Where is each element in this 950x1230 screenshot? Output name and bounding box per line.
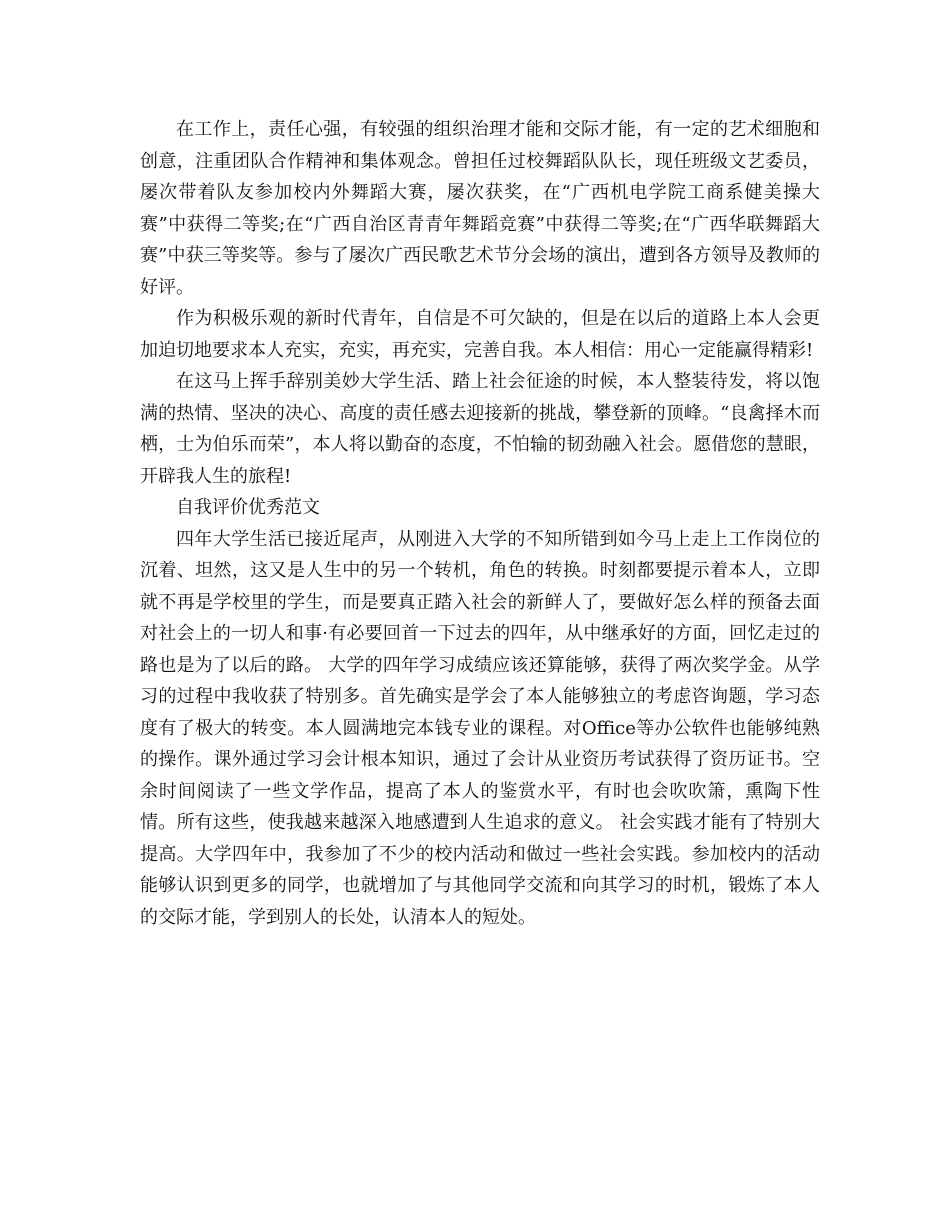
paragraph-work: 在工作上，责任心强，有较强的组织治理才能和交际才能，有一定的艺术细胞和创意，注重团队合作精神和集体观念。曾担任过校舞蹈队队长，现任班级文艺委员，屡次带着队友参加校内外舞蹈大赛，屡次获奖，在“广西机电学院工商系健美操大赛”中获得二等奖;在“广西自治区青青年舞蹈竞赛”中获得二等奖;在“广西华联舞蹈大赛”中获三等奖等。参与了屡次广西民歌艺术节分会场的演出，遭到各方领导及教师的好评。 bbox=[140, 119, 820, 298]
section-title: 自我评价优秀范文 bbox=[176, 497, 320, 518]
paragraph-farewell: 在这马上挥手辞别美妙大学生活、踏上社会征途的时候，本人整装待发，将以饱满的热情、坚决的决心、高度的责任感去迎接新的挑战，攀登新的顶峰。“良禽择木而栖，士为伯乐而荣”，本人将以勤奋的态度，不怕输的韧劲融入社会。愿借您的慧眼，开辟我人生的旅程! bbox=[140, 371, 820, 487]
document-body bbox=[140, 114, 820, 933]
paragraph-confidence: 作为积极乐观的新时代青年，自信是不可欠缺的，但是在以后的道路上本人会更加迫切地要求本人充实，充实，再充实，完善自我。本人相信：用心一定能赢得精彩! bbox=[140, 308, 820, 361]
paragraph-four-years: 四年大学生活已接近尾声，从刚进入大学的不知所错到如今马上走上工作岗位的沉着、坦然，这又是人生中的另一个转机，角色的转换。时刻都要提示着本人，立即就不再是学校里的学生，而是要真正踏入社会的新鲜人了，要做好怎么样的预备去面对社会上的一切人和事·有必要回首一下过去的四年，从中继承好的方面，回忆走过的路也是为了以后的路。 大学的四年学习成绩应该还算能够，获得了两次奖学金。从学习的过程中我收获了特别多。首先确实是学会了本人能够独立的考虑咨询题，学习态度有了极大的转变。本人圆满地完本钱专业的课程。对Office等办公软件也能够纯熟的操作。课外通过学习会计根本知识，通过了会计从业资历考试获得了资历证书。空余时间阅读了一些文学作品，提高了本人的鉴赏水平，有时也会吹吹箫，熏陶下性情。所有这些，使我越来越深入地感遭到人生追求的意义。 社会实践才能有了特别大提高。大学四年中，我参加了不少的校内活动和做过一些社会实践。参加校内的活动能够认识到更多的同学，也就增加了与其他同学交流和向其学习的时机，锻炼了本人的交际才能，学到别人的长处，认清本人的短处。 bbox=[140, 528, 820, 928]
